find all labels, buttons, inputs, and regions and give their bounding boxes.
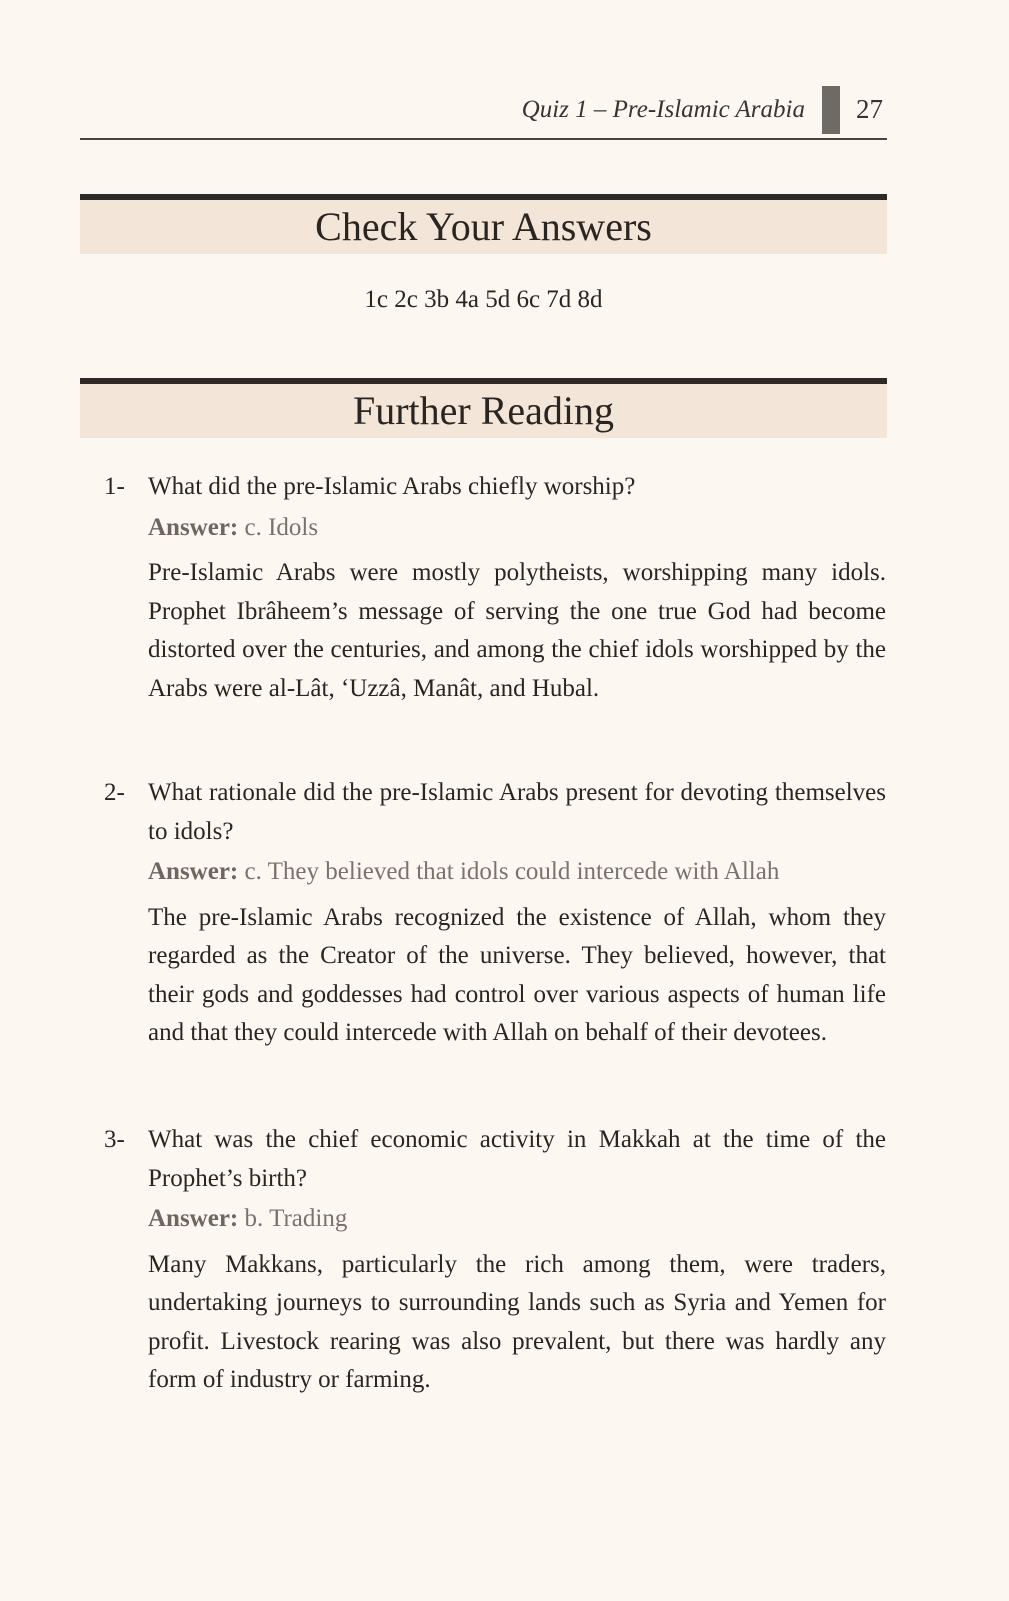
answer-label: Answer: — [148, 513, 239, 541]
check-answers-heading — [80, 194, 887, 254]
explanation: Many Makkans, particularly the rich among them, were traders, undertaking journeys to surrounding lands such as Syria and Yemen for profit. Livestock rearing was also prevalent, but there was hardly any form of industry or farming. — [148, 1250, 886, 1393]
reading-item — [100, 774, 886, 1053]
item-number: 2- — [104, 779, 125, 806]
item-number: 1- — [104, 473, 125, 500]
explanation: The pre-Islamic Arabs recognized the existence of Allah, whom they regarded as the Creator of the universe. They believed, however, that their gods and goddesses had control over various aspects of human life and that they could intercede with Allah on behalf of their devotees. — [148, 903, 886, 1046]
answer-key: 1c 2c 3b 4a 5d 6c 7d 8d — [364, 286, 603, 313]
question: What did the pre-Islamic Arabs chiefly worship? — [148, 473, 636, 500]
answer — [148, 509, 886, 548]
item-number: 3- — [104, 1126, 125, 1153]
page-number: 27 — [856, 94, 883, 124]
answer-label: Answer: — [148, 858, 239, 885]
answer-text: c. Idols — [244, 513, 319, 541]
answer — [148, 853, 886, 892]
answer-text: c. They believed that idols could intercede with Allah — [244, 858, 780, 885]
answer-text: b. Trading — [244, 1205, 348, 1232]
section-title: Check Your Answers — [80, 200, 887, 254]
section-title: Further Reading — [80, 384, 887, 438]
reading-item — [100, 468, 886, 708]
reading-item — [100, 1121, 886, 1400]
further-reading-heading — [80, 378, 887, 438]
question: What rationale did the pre-Islamic Arabs present for devoting themselves to idols? — [148, 779, 886, 845]
running-title: Quiz 1 – Pre-Islamic Arabia — [521, 96, 805, 123]
question: What was the chief economic activity in Makkah at the time of the Prophet’s birth? — [148, 1126, 886, 1192]
header-rule — [80, 138, 887, 140]
answer — [148, 1200, 886, 1239]
answer-label: Answer: — [148, 1205, 239, 1232]
explanation: Pre-Islamic Arabs were mostly polytheists, worshipping many idols. Prophet Ibrâheem’s message of serving the one true God had become distorted over the centuries, and among the chief idols worshipped by the Arabs were al-Lât, ‘Uzzâ, Manât, and Hubal. — [148, 559, 886, 702]
chapter-tab-marker — [822, 86, 840, 134]
running-header — [80, 92, 887, 140]
